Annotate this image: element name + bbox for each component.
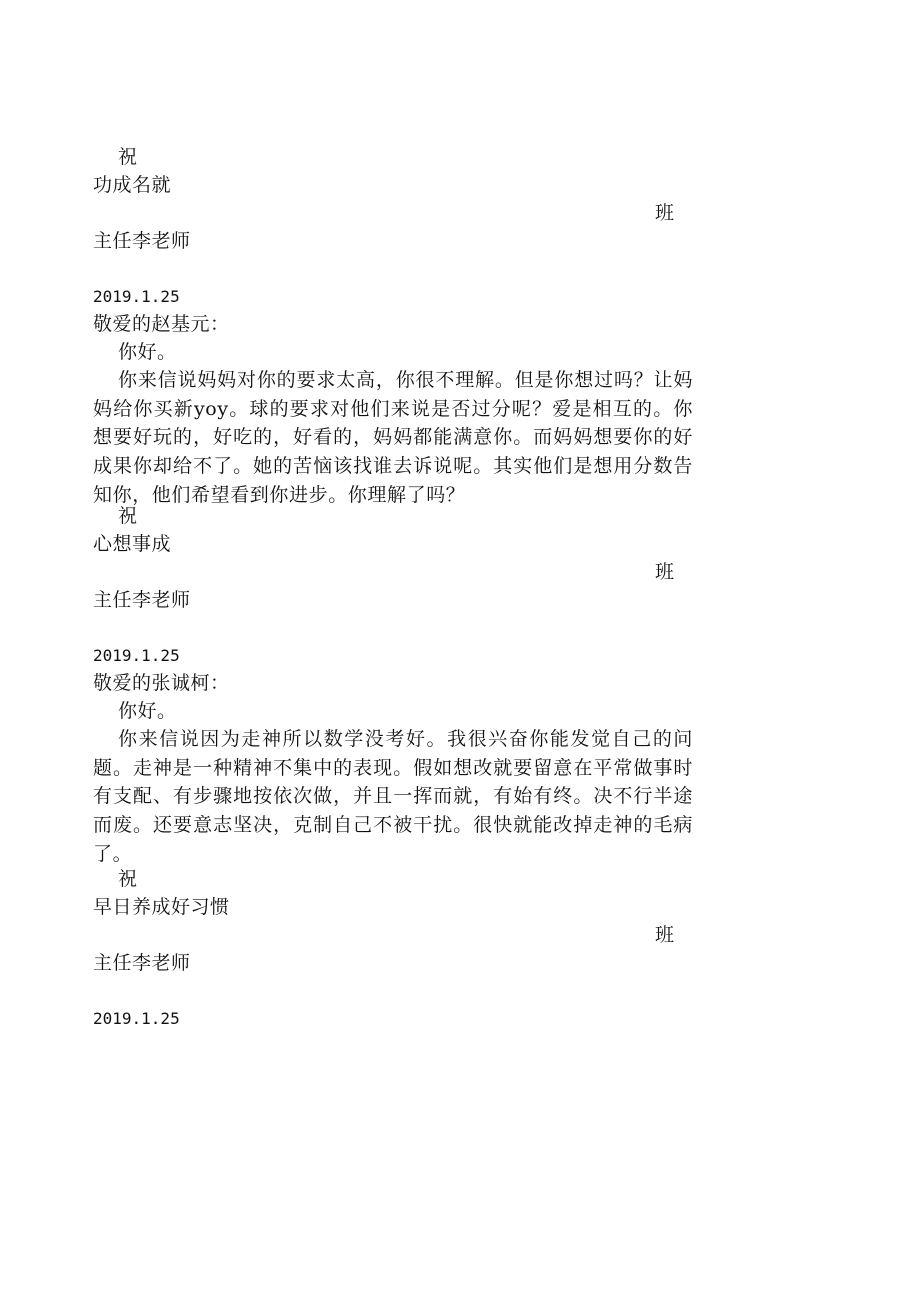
closing-wish: 早日养成好习惯 [93, 896, 230, 918]
closing-greeting: 祝 [118, 505, 138, 527]
closing-greeting: 祝 [118, 146, 138, 168]
closing-wish: 功成名就 [93, 174, 172, 196]
letter-date: 2019.1.25 [93, 1009, 180, 1028]
salutation: 敬爱的赵基元： [93, 313, 230, 335]
letter-body: 你来信说因为走神所以数学没考好。我很兴奋你能发觉自己的问题。走神是一种精神不集中的表现。假如想改就要留意在平常做事时有支配、有步骤地按依次做，并且一挥而就，有始有终。决不行半途而废。还要意志坚决，克制自己不被干扰。很快就能改掉走神的毛病了。 [93, 728, 693, 865]
hello-line: 你好。 [118, 700, 177, 722]
signature-part2: 主任李老师 [93, 589, 191, 611]
signature-part1: 班 [655, 924, 675, 946]
letter-date: 2019.1.25 [93, 287, 180, 306]
signature-part2: 主任李老师 [93, 952, 191, 974]
letter-date: 2019.1.25 [93, 646, 180, 665]
closing-greeting: 祝 [118, 868, 138, 890]
salutation: 敬爱的张诚柯： [93, 672, 230, 694]
hello-line: 你好。 [118, 341, 177, 363]
signature-part1: 班 [655, 202, 675, 224]
signature-part2: 主任李老师 [93, 230, 191, 252]
signature-part1: 班 [655, 561, 675, 583]
closing-wish: 心想事成 [93, 533, 172, 555]
letter-body: 你来信说妈妈对你的要求太高，你很不理解。但是你想过吗？让妈妈给你买新yoy。球的要求对他们来说是否过分呢？爱是相互的。你想要好玩的，好吃的，好看的，妈妈都能满意你。而妈妈想要你的好成果你却给不了。她的苦恼该找谁去诉说呢。其实他们是想用分数告知你，他们希望看到你进步。你理解了吗？ [93, 369, 693, 506]
